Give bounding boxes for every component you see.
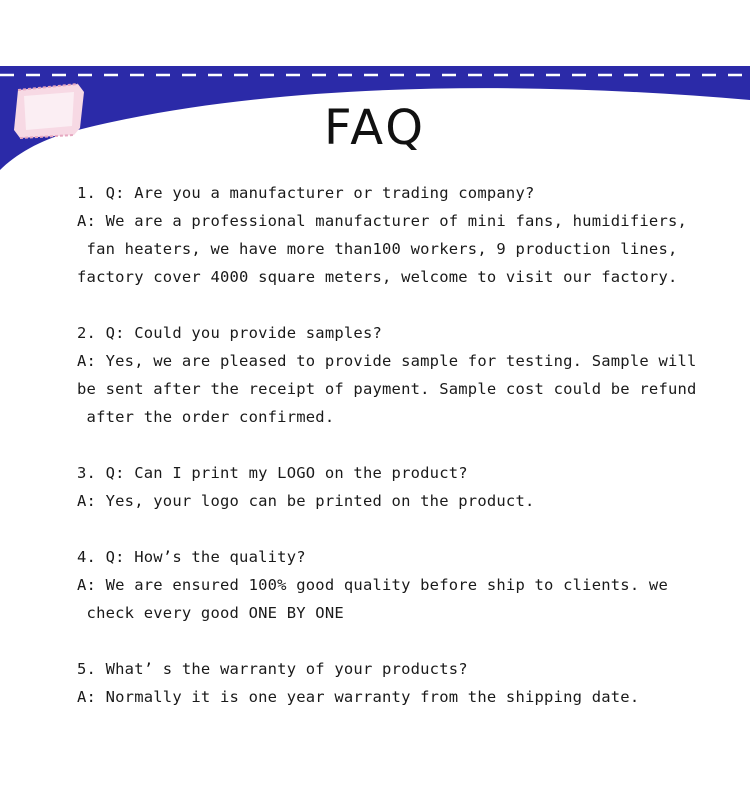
- faq-question: 2. Q: Could you provide samples?: [77, 324, 383, 342]
- faq-answer-line: factory cover 4000 square meters, welcome to visit our factory.: [77, 268, 678, 286]
- faq-question: 3. Q: Can I print my LOGO on the product?: [77, 464, 468, 482]
- faq-question: 5. What’ s the warranty of your products?: [77, 660, 468, 678]
- faq-item-1: [77, 179, 727, 291]
- faq-answer-line: check every good ONE BY ONE: [77, 604, 344, 622]
- faq-answer-line: fan heaters, we have more than100 workers, 9 production lines,: [77, 240, 678, 258]
- faq-item-3: [77, 459, 727, 515]
- faq-item-4: [77, 543, 727, 627]
- faq-answer-line: A: We are a professional manufacturer of mini fans, humidifiers,: [77, 212, 688, 230]
- faq-question: 1. Q: Are you a manufacturer or trading company?: [77, 184, 535, 202]
- faq-answer-line: be sent after the receipt of payment. Sample cost could be refund: [77, 380, 697, 398]
- faq-list: [77, 179, 727, 739]
- faq-answer-line: A: Yes, we are pleased to provide sample for testing. Sample will: [77, 352, 697, 370]
- faq-item-2: [77, 319, 727, 431]
- page-title: FAQ: [324, 100, 426, 156]
- faq-question: 4. Q: How’s the quality?: [77, 548, 306, 566]
- faq-answer-line: A: Yes, your logo can be printed on the product.: [77, 492, 535, 510]
- header-banner: [0, 0, 750, 190]
- faq-answer-line: A: Normally it is one year warranty from the shipping date.: [77, 688, 640, 706]
- faq-item-5: [77, 655, 727, 711]
- faq-answer-line: A: We are ensured 100% good quality before ship to clients. we: [77, 576, 668, 594]
- faq-answer-line: after the order confirmed.: [77, 408, 335, 426]
